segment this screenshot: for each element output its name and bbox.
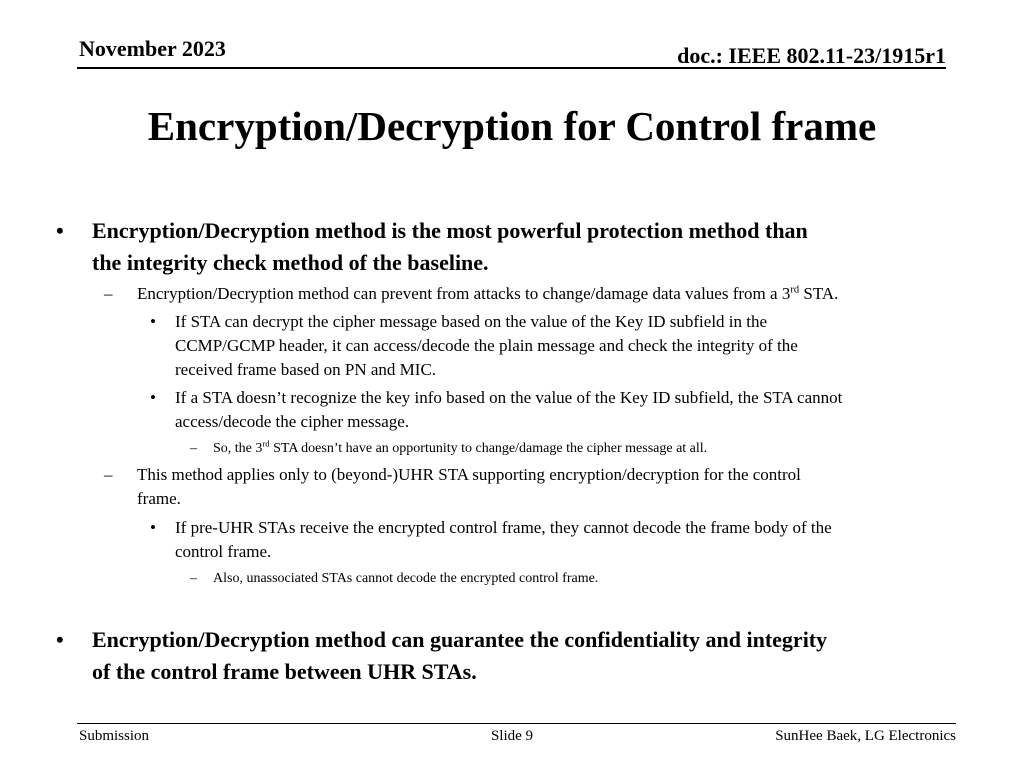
bullet-marker: • (150, 518, 156, 537)
sub-bullet-1-2 (137, 463, 977, 511)
sub-bullet-1-1-1-line-1: If STA can decrypt the cipher message based on the value of the Key ID subfield in the (175, 312, 768, 331)
sub-bullet-1-1-2-line-1: If a STA doesn’t recognize the key info based on the value of the Key ID subfield, the STA cannot (175, 388, 843, 407)
sub-bullet-1-1-text: Encryption/Decryption method can prevent from attacks to change/damage data values from a 3 (137, 284, 791, 303)
bullet-marker: • (150, 388, 156, 407)
bullet-2 (92, 624, 972, 688)
sub-bullet-1-1-2-line-2: access/decode the cipher message. (175, 412, 410, 431)
bullet-1-line-1: Encryption/Decryption method is the most powerful protection method than (92, 218, 808, 243)
bullet-marker: • (56, 627, 64, 652)
sub-bullet-1-2-1 (175, 516, 975, 564)
sub-bullet-1-2-1-line-1: If pre-UHR STAs receive the encrypted control frame, they cannot decode the frame body of the (175, 518, 832, 537)
footer-slide-number: Slide 9 (490, 728, 534, 744)
bullet-2-line-1: Encryption/Decryption method can guarantee the confidentiality and integrity (92, 627, 828, 652)
sub-bullet-1-2-1-line-2: control frame. (175, 542, 272, 561)
bullet-1-line-2: the integrity check method of the baseline. (92, 250, 489, 275)
superscript: rd (262, 438, 270, 449)
sub-bullet-1-1-2-1-text: So, the 3 (213, 441, 263, 456)
sub-bullet-1-2-line-1: This method applies only to (beyond-)UHR STA supporting encryption/decryption for the control (137, 465, 801, 484)
sub-bullet-1-1-2-1-text-end: STA doesn’t have an opportunity to change/damage the cipher message at all. (269, 441, 708, 456)
bullet-2-line-2: of the control frame between UHR STAs. (92, 659, 477, 684)
bullet-marker: • (150, 312, 156, 331)
sub-bullet-1-1-2-1 (213, 439, 973, 459)
superscript: rd (790, 284, 800, 296)
sub-bullet-1-1-text-end: STA. (799, 284, 839, 303)
header-date: November 2023 (79, 36, 226, 61)
sub-bullet-1-1-1 (175, 310, 975, 382)
dash-marker: – (104, 465, 113, 484)
slide-title: Encryption/Decryption for Control frame (147, 103, 877, 149)
bullet-1 (92, 215, 972, 279)
header-doc-number: doc.: IEEE 802.11-23/1915r1 (677, 43, 946, 68)
dash-marker: – (104, 284, 113, 303)
sub-bullet-1-2-line-2: frame. (137, 489, 181, 508)
sub-bullet-1-1-1-line-2: CCMP/GCMP header, it can access/decode the plain message and check the integrity of the (175, 336, 798, 355)
sub-bullet-1-1-1-line-3: received frame based on PN and MIC. (175, 360, 437, 379)
footer-submission: Submission (79, 728, 150, 744)
footer-divider (77, 723, 956, 724)
sub-bullet-1-1 (137, 282, 987, 306)
header-divider (77, 67, 946, 69)
dash-marker: – (190, 441, 197, 456)
sub-bullet-1-2-1-1: Also, unassociated STAs cannot decode the encrypted control frame. (213, 571, 599, 586)
footer-author: SunHee Baek, LG Electronics (775, 728, 956, 744)
sub-bullet-1-1-2 (175, 386, 975, 434)
dash-marker: – (190, 571, 197, 586)
bullet-marker: • (56, 218, 64, 243)
